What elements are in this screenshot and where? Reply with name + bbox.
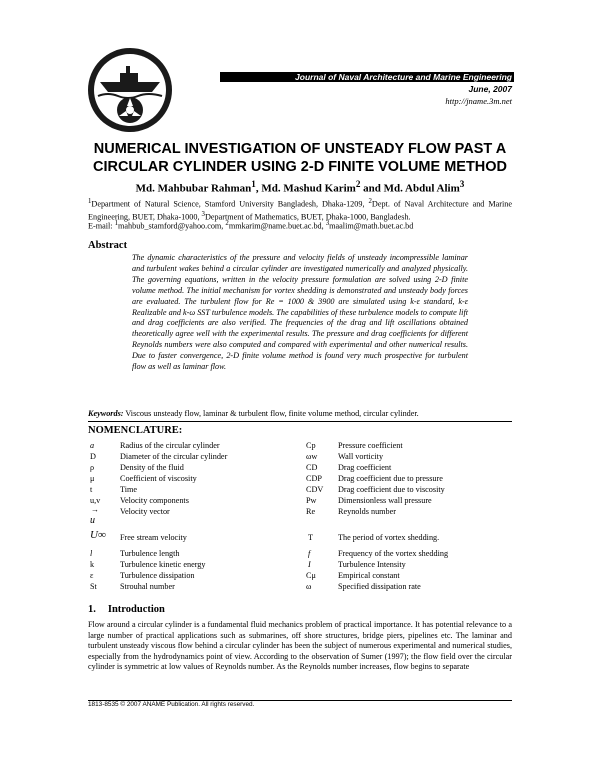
nom-symbol: ρ xyxy=(90,463,95,472)
abstract-heading: Abstract xyxy=(88,240,128,251)
email-line xyxy=(88,219,512,232)
nom-symbol: St xyxy=(90,582,97,591)
email-3[interactable]: maalim@math.buet.ac.bd xyxy=(329,221,414,231)
nom-symbol: CDV xyxy=(306,485,324,494)
nom-description: Turbulence length xyxy=(120,549,180,558)
abstract-text: The dynamic characteristics of the pressure and velocity fields of unsteady incompressible laminar and turbulent wakes behind a circular cylinder are investigated numerically and analyzed physically. The governing equations, written in the velocity pressure formulation are solved using 2-D finite volume method. The initial mechanism for vortex shedding is demonstrated and unsteady body forces are evaluated. The turbulent flow for Re = 1000 & 3900 are simulated using k-ε standard, k-ε Realizable and k-ω SST turbulence models. The capabilities of these turbulence models to compute lift and drag coefficients are also verified. The frequencies of the drag and lift oscillations obtained theoretically agree well with the experimental results. The pressure and drag coefficients for different Reynolds numbers were also computed and compared with experimental and other numerical results. Due to faster convergence, 2-D finite volume method is found very much prospective for turbulent flow as well as laminar flow. xyxy=(132,253,468,372)
nom-description: Strouhal number xyxy=(120,582,175,591)
nom-description: Turbulence dissipation xyxy=(120,571,195,580)
nom-description: The period of vortex shedding. xyxy=(338,533,440,542)
nom-description: Velocity components xyxy=(120,496,189,505)
author-2-affil: 2 xyxy=(355,179,361,189)
nom-description: Diameter of the circular cylinder xyxy=(120,452,228,461)
keywords-text: Viscous unsteady flow, laminar & turbulent flow, finite volume method, circular cylinder. xyxy=(123,409,419,418)
affil-3: Department of Mathematics, BUET, Dhaka-1000, Bangladesh. xyxy=(204,212,411,222)
keywords-label: Keywords: xyxy=(88,409,124,418)
intro-text: Flow around a circular cylinder is a fundamental fluid mechanics problem of practical importance. It has potential relevance to a large number of practical applications such as submarines, off shore structures, bridge piers, pipelines etc. The laminar and turbulent unsteady viscous flow behind a circular cylinder has been the subject of numerous experimental and numerical studies, especially from the hydrodynamics point of view. According to the observation of Sumer (1997); the flow field over the circular cylinder is symmetric at low values of Reynolds number. As the Reynolds number increases, flow begins to separate xyxy=(88,620,512,672)
journal-name: Journal of Naval Architecture and Marine Engineering xyxy=(220,72,514,82)
email-mark: 2 xyxy=(225,220,229,227)
nom-symbol: U∞ xyxy=(90,529,106,541)
paper-title: NUMERICAL INVESTIGATION OF UNSTEADY FLOW PAST A CIRCULAR CYLINDER USING 2-D FINITE VOLUME METHOD xyxy=(92,141,508,175)
vector-arrow-icon: → xyxy=(91,505,99,514)
nom-description: Turbulence kinetic energy xyxy=(120,560,206,569)
nom-symbol: Cμ xyxy=(306,571,316,580)
affil-mark: 2 xyxy=(368,198,372,205)
author-3-affil: 3 xyxy=(459,179,465,189)
nom-symbol: Pw xyxy=(306,496,317,505)
nom-symbol: ω xyxy=(306,582,312,591)
nom-symbol: CD xyxy=(306,463,318,472)
nom-symbol: D xyxy=(90,452,96,461)
nom-description: Frequency of the vortex shedding xyxy=(338,549,449,558)
nom-symbol: Cp xyxy=(306,441,316,450)
nom-symbol: I xyxy=(308,560,311,569)
section-title: Introduction xyxy=(107,604,165,615)
nom-description: Free stream velocity xyxy=(120,533,187,542)
nom-description: Wall vorticity xyxy=(338,452,384,461)
nom-symbol: μ xyxy=(90,474,95,483)
nom-description: Turbulence Intensity xyxy=(338,560,406,569)
author-2: Md. Mashud Karim xyxy=(261,182,356,195)
section-number: 1. xyxy=(88,604,96,615)
nom-description: Velocity vector xyxy=(120,507,170,516)
email-1[interactable]: mahbub_stamford@yahoo.com, xyxy=(118,221,226,231)
nom-symbol: l xyxy=(90,549,93,558)
affil-2: Dept. of Naval Architecture and Marine Engineering, BUET, Dhaka-1000, xyxy=(88,199,512,222)
affil-mark: 3 xyxy=(201,211,205,219)
nom-symbol: a xyxy=(90,441,95,450)
nom-symbol: k xyxy=(90,560,95,569)
nomenclature-heading: NOMENCLATURE: xyxy=(88,425,183,436)
nom-symbol: T xyxy=(308,533,314,542)
nom-symbol: t xyxy=(90,485,93,494)
nom-description: Empirical constant xyxy=(338,571,400,580)
email-mark: 1 xyxy=(114,220,119,227)
nom-description: Drag coefficient xyxy=(338,463,392,472)
nom-symbol: u xyxy=(90,515,95,526)
email-prefix: E-mail: xyxy=(88,221,115,231)
nom-description: Drag coefficient due to pressure xyxy=(338,474,443,483)
nom-symbol: Re xyxy=(306,507,316,516)
nom-description: Pressure coefficient xyxy=(338,441,403,450)
author-list xyxy=(60,178,540,196)
copyright-footer: 1813-8535 © 2007 ANAME Publication. All rights reserved. xyxy=(88,701,255,708)
keywords xyxy=(88,409,512,420)
intro-heading xyxy=(88,604,165,616)
author-sep: , xyxy=(255,182,262,195)
affil-mark: 1 xyxy=(88,198,92,205)
nom-description: Dimensionless wall pressure xyxy=(338,496,432,505)
email-2[interactable]: mmkarim@name.buet.ac.bd, xyxy=(228,221,326,231)
nom-description: Reynolds number xyxy=(338,507,396,516)
affil-1: Department of Natural Science, Stamford University Bangladesh, Dhaka-1209, xyxy=(91,199,369,209)
author-1-affil: 1 xyxy=(251,179,256,189)
author-3: Md. Abdul Alim xyxy=(383,182,460,195)
author-1: Md. Mahbubar Rahman xyxy=(135,182,252,195)
nom-symbol: ωw xyxy=(306,452,318,461)
journal-logo xyxy=(86,46,174,134)
nom-symbol: f xyxy=(308,549,311,558)
nom-description: Radius of the circular cylinder xyxy=(120,441,220,450)
nom-symbol: CDP xyxy=(306,474,322,483)
journal-url[interactable]: http://jname.3m.net xyxy=(445,96,512,106)
issue-date: June, 2007 xyxy=(468,84,512,94)
nom-symbol: ε xyxy=(90,571,94,580)
nom-description: Density of the fluid xyxy=(120,463,184,472)
nom-symbol: u,v xyxy=(90,496,101,505)
nom-description: Specified dissipation rate xyxy=(338,582,421,591)
nom-description: Time xyxy=(120,485,137,494)
nom-description: Drag coefficient due to viscosity xyxy=(338,485,445,494)
author-sep: and xyxy=(360,182,384,195)
divider xyxy=(88,421,512,422)
nom-description: Coefficient of viscosity xyxy=(120,474,197,483)
email-mark: 3 xyxy=(325,220,330,227)
